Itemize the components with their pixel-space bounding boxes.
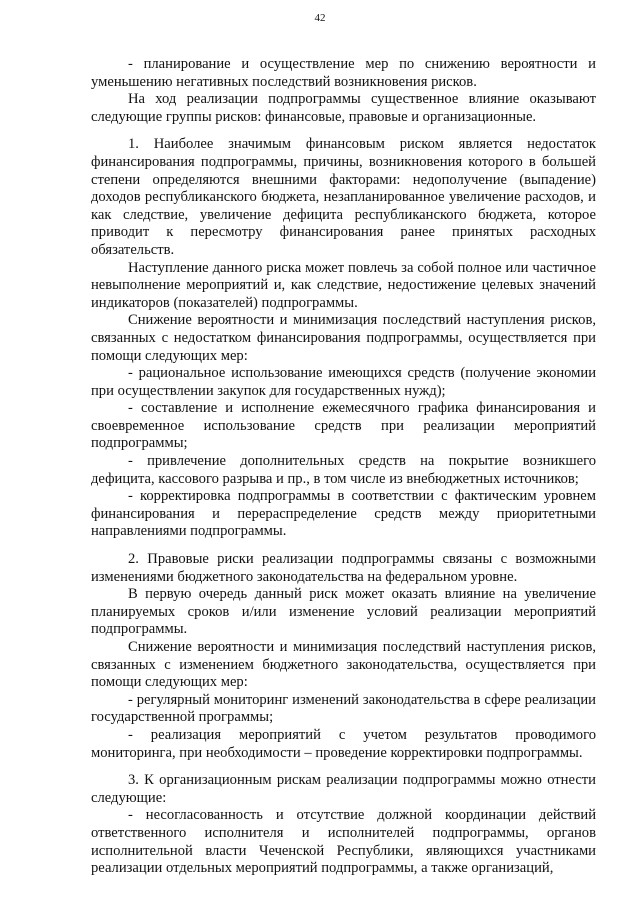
paragraph: Наступление данного риска может повлечь за собой полное или частичное невыполнение мероприятий и, как следствие, недостижение целевых значений индикаторов (показателей) подпрограммы. <box>91 259 596 311</box>
paragraph: - составление и исполнение ежемесячного графика финансирования и своевременное использование средств при реализации мероприятий подпрограммы; <box>91 400 596 452</box>
paragraph: - корректировка подпрограммы в соответствии с фактическим уровнем финансирования и перераспределение средств между приоритетными направлениями подпрограммы. <box>91 488 596 540</box>
paragraph: На ход реализации подпрограммы существенное влияние оказывают следующие группы рисков: финансовые, правовые и организационные. <box>91 91 596 125</box>
paragraph: - регулярный мониторинг изменений законодательства в сфере реализации государственной программы; <box>91 691 596 726</box>
paragraph: 1. Наиболее значимым финансовым риском является недостаток финансирования подпрограммы, причины, возникновения которого в большей степени определяются внешними факторами: недополучение (выпадение) доходов республиканского бюджета, незапланированное увеличение расходов, и как следствие, увеличение дефицита республиканского бюджета, которое приводит к пересмотру финансирования ранее принятых расходных обязательств. <box>91 136 596 258</box>
paragraph: 2. Правовые риски реализации подпрограммы связаны с возможными изменениями бюджетного законодательства на федеральном уровне. <box>91 551 596 585</box>
page-number: 42 <box>314 12 326 24</box>
paragraph: Снижение вероятности и минимизация последствий наступления рисков, связанных с изменением бюджетного законодательства, осуществляется при помощи следующих мер: <box>91 639 596 691</box>
paragraph: 3. К организационным рискам реализации подпрограммы можно отнести следующие: <box>91 772 596 806</box>
paragraph: - рациональное использование имеющихся средств (получение экономии при осуществлении закупок для государственных нужд); <box>91 365 596 399</box>
paragraph: - планирование и осуществление мер по снижению вероятности и уменьшению негативных последствий возникновения рисков. <box>91 56 596 90</box>
paragraph: - несогласованность и отсутствие должной координации действий ответственного исполнителя и исполнителей подпрограммы, органов исполнительной власти Чеченской Республики, являющихся участниками реализации отдельных мероприятий подпрограммы, а также организаций, <box>91 807 596 877</box>
paragraph: - реализация мероприятий с учетом результатов проводимого мониторинга, при необходимости – проведение корректировки подпрограммы. <box>91 726 596 761</box>
paragraph: - привлечение дополнительных средств на покрытие возникшего дефицита, кассового разрыва и пр., в том числе из внебюджетных источников; <box>91 453 596 487</box>
document-body <box>91 56 596 878</box>
paragraph: В первую очередь данный риск может оказать влияние на увеличение планируемых сроков и/или изменение условий реализации мероприятий подпрограммы. <box>91 586 596 638</box>
paragraph: Снижение вероятности и минимизация последствий наступления рисков, связанных с недостатком финансирования подпрограммы, осуществляется при помощи следующих мер: <box>91 312 596 364</box>
